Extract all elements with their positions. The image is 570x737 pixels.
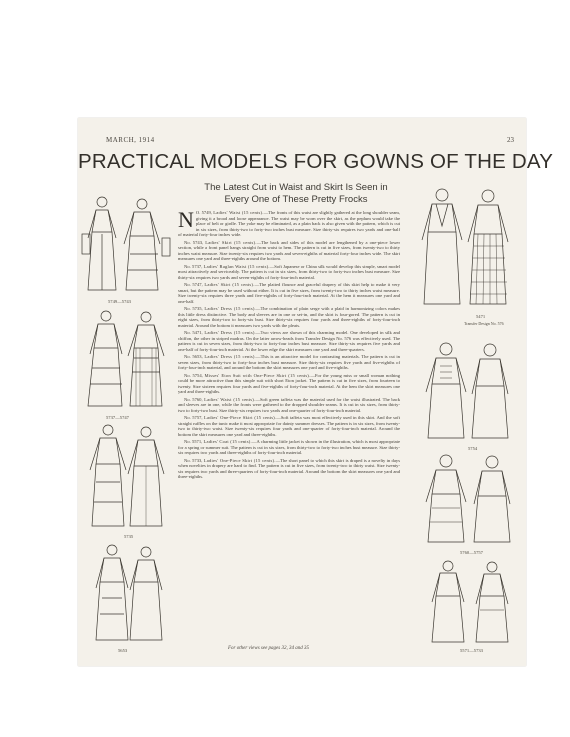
article-5735: No. 5735, Ladies' Dress (15 cents).—The combination of plain serge with a plaid in harmonizing colors makes this little dress distinctive. The body and sleeves are in one or set-in, and the skirt is four-gored. The pattern is cut in eight sizes, from thirty-two to forty-six bust. Size thirty-six requires four yards and three-eighths of forty-four-inch material. Around the bottom it measures two yards with the pleats. [178, 306, 400, 328]
caption-transfer-design: Transfer Design No. 576 [464, 321, 504, 326]
page-subtitle: The Latest Cut in Waist and Skirt Is Seen in Every One of These Pretty Frocks [204, 182, 388, 205]
article-5749: N O. 5749, Ladies' Waist (15 cents).—The fronts of this waist are slightly gathered at the long shoulder seam, giving it a broad and loose appearance. The waist may be worn over the skirt, as the peplum would take the place of belt or girdle. The yoke may be eliminated, as a plain back is also given with the pattern, which is cut in six sizes, from thirty-two to forty-two inches bust measure. Size thirty-six requires two yards and one-half of material forty-four inches wide. [178, 207, 400, 237]
fashion-illustration-mid-right [418, 340, 518, 444]
caption-mid-left: 5737—5747 [106, 415, 129, 420]
article-5757: No. 5757, Ladies' One-Piece Skirt (15 cents).—Soft taffeta was most effectively used in this skirt. And the soft straight ruffles on the tunic make it most appropriate for dainty summer dresses. The pattern is in six sizes, from twenty-two to thirty-two waist. Size twenty-six requires four yards and one-quarter of forty-four-inch material. Around the bottom the skirt measures one yard and three-eighths. [178, 415, 400, 437]
article-5571: No. 5571, Ladies' Coat (15 cents).—A charming little jacket is shown in the illustration, which is most appropriate for a spring or summer suit. The pattern is cut in six sizes, from thirty-two to forty-two inches bust measure. Size thirty-six requires two yards and three-eighths of forty-four-inch material. [178, 439, 400, 455]
caption-mid-right: 5754 [468, 446, 478, 451]
page-title: PRACTICAL MODELS FOR GOWNS OF THE DAY [78, 150, 554, 173]
article-5747: No. 5747, Ladies' Skirt (15 cents).—The plaited flounce and graceful drapery of this skirt help to make it very smart, but the pattern may be used without either. It is cut in five sizes, from twenty-two to thirty inches waist measure. Size twenty-six requires three yards and five-eighths of forty-four-inch material. At the hem it measures one yard and one-half. [178, 282, 400, 304]
issue-date: MARCH, 1914 [106, 136, 155, 144]
fashion-illustration-lower-right [416, 452, 520, 548]
fashion-illustration-bottom-left [88, 542, 168, 646]
fashion-illustration-top-left [80, 194, 172, 296]
drop-cap: N [178, 207, 194, 232]
fashion-illustration-bottom-right [420, 558, 520, 646]
caption-bottom-left: 5653 [118, 648, 128, 653]
article-5471: No. 5471, Ladies' Dress (15 cents).—Two views are shown of this charming model. One developed in silk and chiffon, the other in striped madras. On the latter arrow-heads from Transfer Design No. 576 was effectively used. The pattern is cut in seven sizes, from thirty-two to forty-four inches bust measure. Size thirty-six requires five yards and one-half of forty-four-inch material. At the lower edge the skirt measures one yard and three-quarters. [178, 330, 400, 352]
caption-top-right: 5471 [476, 314, 486, 319]
article-5760: No. 5760, Ladies' Waist (15 cents).—Soft green taffeta was the material used for the waist illustrated. The back and sleeves are in one, while the fronts were gathered to the dropped shoulder seams. It is cut in six sizes, from thirty-two to forty-two bust. Size thirty-six requires two yards and one-quarter of forty-four-inch material. [178, 396, 400, 413]
fashion-illustration-lower-left [84, 422, 170, 532]
article-body [178, 207, 400, 482]
article-5733: No. 5733, Ladies' One-Piece Skirt (15 cents).—The short panel to which this skirt is draped is a novelty in days when novelties in drapery are hard to find. The pattern is cut in five sizes, from twenty-two to thirty waist. Size twenty-six requires two yards and three-quarters of forty-four-inch material. Around the bottom the skirt measures one yard and three-eighths. [178, 457, 400, 479]
caption-lower-right: 5760—5757 [460, 550, 483, 555]
article-5737: No. 5737, Ladies' Raglan Waist (15 cents).—Soft Japanese or China silk would develop this simple, smart model most attractively and serviceably. The pattern is cut in six sizes, from thirty-two to forty-two inches bust measure. Size thirty-six requires two yards and seven-eighths of forty-four-inch material. [178, 263, 400, 280]
fashion-illustration-top-right [412, 186, 518, 312]
article-5653: No. 5653, Ladies' Dress (15 cents).—This is an attractive model for contrasting materials. The pattern is cut in seven sizes, from thirty-two to forty-four inches bust measure. Size thirty-six requires five yards and five-eighths of forty-four-inch material, and around the bottom the skirt measures one yard and five-eighths. [178, 354, 400, 370]
caption-bottom-right: 5571—5733 [460, 648, 483, 653]
caption-top-left: 5749—5743 [108, 299, 131, 304]
caption-lower-left: 5735 [124, 534, 134, 539]
article-5743: No. 5743, Ladies' Skirt (15 cents).—The back and sides of this model are lengthened by a one-piece lower section, while a front panel hangs straight from waist to hem. The pattern is cut in five sizes, from twenty-two to thirty inches waist measure. Size twenty-six requires two yards and seven-eighths of material forty-four inches wide. The skirt measures one yard and three-eighths around the bottom. [178, 239, 400, 261]
article-5754: No. 5754, Misses' Eton Suit with One-Piece Skirt (15 cents).—For the young miss or small woman nothing could be more attractive than this simple suit with short Eton jacket. The pattern is cut in five sizes, from fourteen to twenty. Size sixteen requires four yards and five-eighths of forty-four-inch material. At the hem the skirt measures one yard and three-eighths. [178, 372, 400, 394]
magazine-page [78, 118, 554, 666]
page-footer: For other views see pages 32, 34 and 35 [228, 646, 309, 651]
page-number: 23 [507, 136, 514, 144]
fashion-illustration-mid-left [82, 308, 174, 412]
